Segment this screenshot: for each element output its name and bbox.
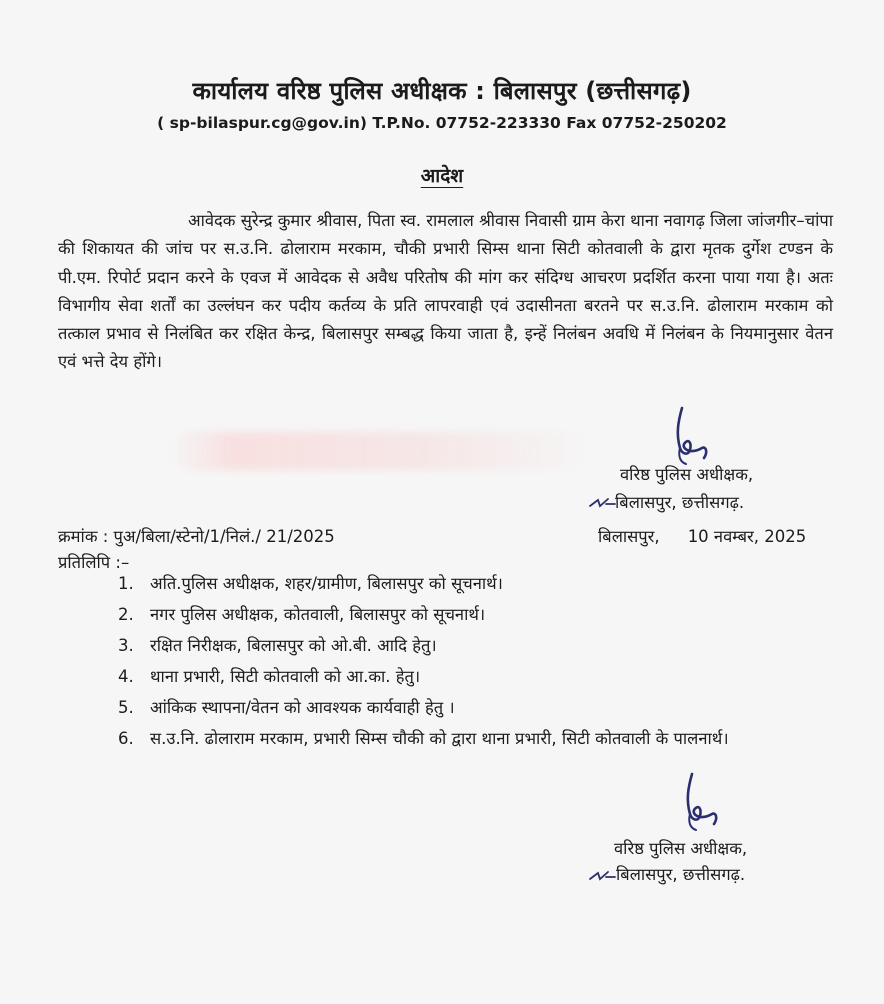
signature-1-icon (668, 404, 712, 468)
signature-2-place: बिलासपुर, छत्तीसगढ़. (616, 865, 746, 884)
signature-1-designation: वरिष्ठ पुलिस अधीक्षक, (620, 465, 754, 484)
signature-1-place: बिलासपुर, छत्तीसगढ़. (615, 493, 745, 512)
signature-2-icon (676, 770, 720, 834)
place-date (598, 524, 806, 547)
list-item (118, 696, 858, 720)
order-heading-text: आदेश (420, 165, 464, 187)
list-item-number: 6. (118, 729, 134, 748)
order-heading (0, 162, 884, 188)
issue-place: बिलासपुर, (598, 527, 660, 546)
signature-block-2 (614, 836, 747, 862)
list-item-number: 5. (118, 698, 134, 717)
signature-2-designation: वरिष्ठ पुलिस अधीक्षक, (614, 839, 748, 858)
list-item-text: रक्षित निरीक्षक, बिलासपुर को ओ.बी. आदि हेतु। (150, 636, 437, 655)
list-item (118, 572, 858, 596)
list-item-text: नगर पुलिस अधीक्षक, कोतवाली, बिलासपुर को सूचनार्थ। (150, 605, 486, 624)
reference-number: क्रमांक : पुअ/बिला/स्टेनो/1/निलं./ 21/2025 (58, 527, 335, 546)
list-item-text: अति.पुलिस अधीक्षक, शहर/ग्रामीण, बिलासपुर को सूचनार्थ। (150, 574, 503, 593)
office-title: कार्यालय वरिष्ठ पुलिस अधीक्षक : बिलासपुर (छत्तीसगढ़) (192, 77, 692, 105)
copy-heading: प्रतिलिपि :– (58, 553, 130, 572)
list-item (118, 634, 858, 658)
list-item-text: स.उ.नि. ढोलाराम मरकाम, प्रभारी सिम्स चौकी को द्वारा थाना प्रभारी, सिटी कोतवाली के पालनार्थ। (150, 729, 729, 748)
list-item-number: 1. (118, 574, 134, 593)
list-item-text: थाना प्रभारी, सिटी कोतवाली को आ.का. हेतु। (150, 667, 421, 686)
issue-date: 10 नवम्बर, 2025 (687, 527, 807, 546)
initial-mark-2-icon (588, 869, 618, 883)
list-item (118, 727, 858, 751)
list-item-text: आंकिक स्थापना/वेतन को आवश्यक कार्यवाही हेतु । (150, 698, 455, 717)
list-item (118, 665, 858, 689)
list-item (118, 603, 858, 627)
order-body: आवेदक सुरेन्द्र कुमार श्रीवास, पिता स्व. रामलाल श्रीवास निवासी ग्राम केरा थाना नवागढ़ जिला जांजगीर–चांपा की शिकायत की जांच पर स.उ.नि. ढोलाराम मरकाम, चौकी प्रभारी सिम्स थाना सिटी कोतवाली के द्वारा मृतक दुर्गेश टण्डन के पी.एम. रिपोर्ट प्रदान करने के एवज में आवेदक से अवैध परितोष की मांग कर संदिग्ध आचरण प्रदर्शित करना पाया गया है। अतः विभागीय सेवा शर्तों का उल्लंघन कर पदीय कर्तव्य के प्रति लापरवाही एवं उदासीनता बरतने पर स.उ.नि. ढोलाराम मरकाम को तत्काल प्रभाव से निलंबित कर रक्षित केन्द्र, बिलासपुर सम्बद्ध किया जाता है, इन्हें निलंबन अवधि में निलंबन के नियमानुसार वेतन एवं भत्ते देय होंगे। (58, 211, 833, 372)
erased-mark (170, 432, 590, 470)
copy-list (118, 572, 858, 758)
signature-block-1 (620, 462, 753, 488)
list-item-number: 2. (118, 605, 134, 624)
list-item-number: 3. (118, 636, 134, 655)
initial-mark-1-icon (588, 496, 618, 510)
list-item-number: 4. (118, 667, 134, 686)
contact-line: ( sp-bilaspur.cg@gov.in) T.P.No. 07752-223330 Fax 07752-250202 (157, 114, 727, 132)
